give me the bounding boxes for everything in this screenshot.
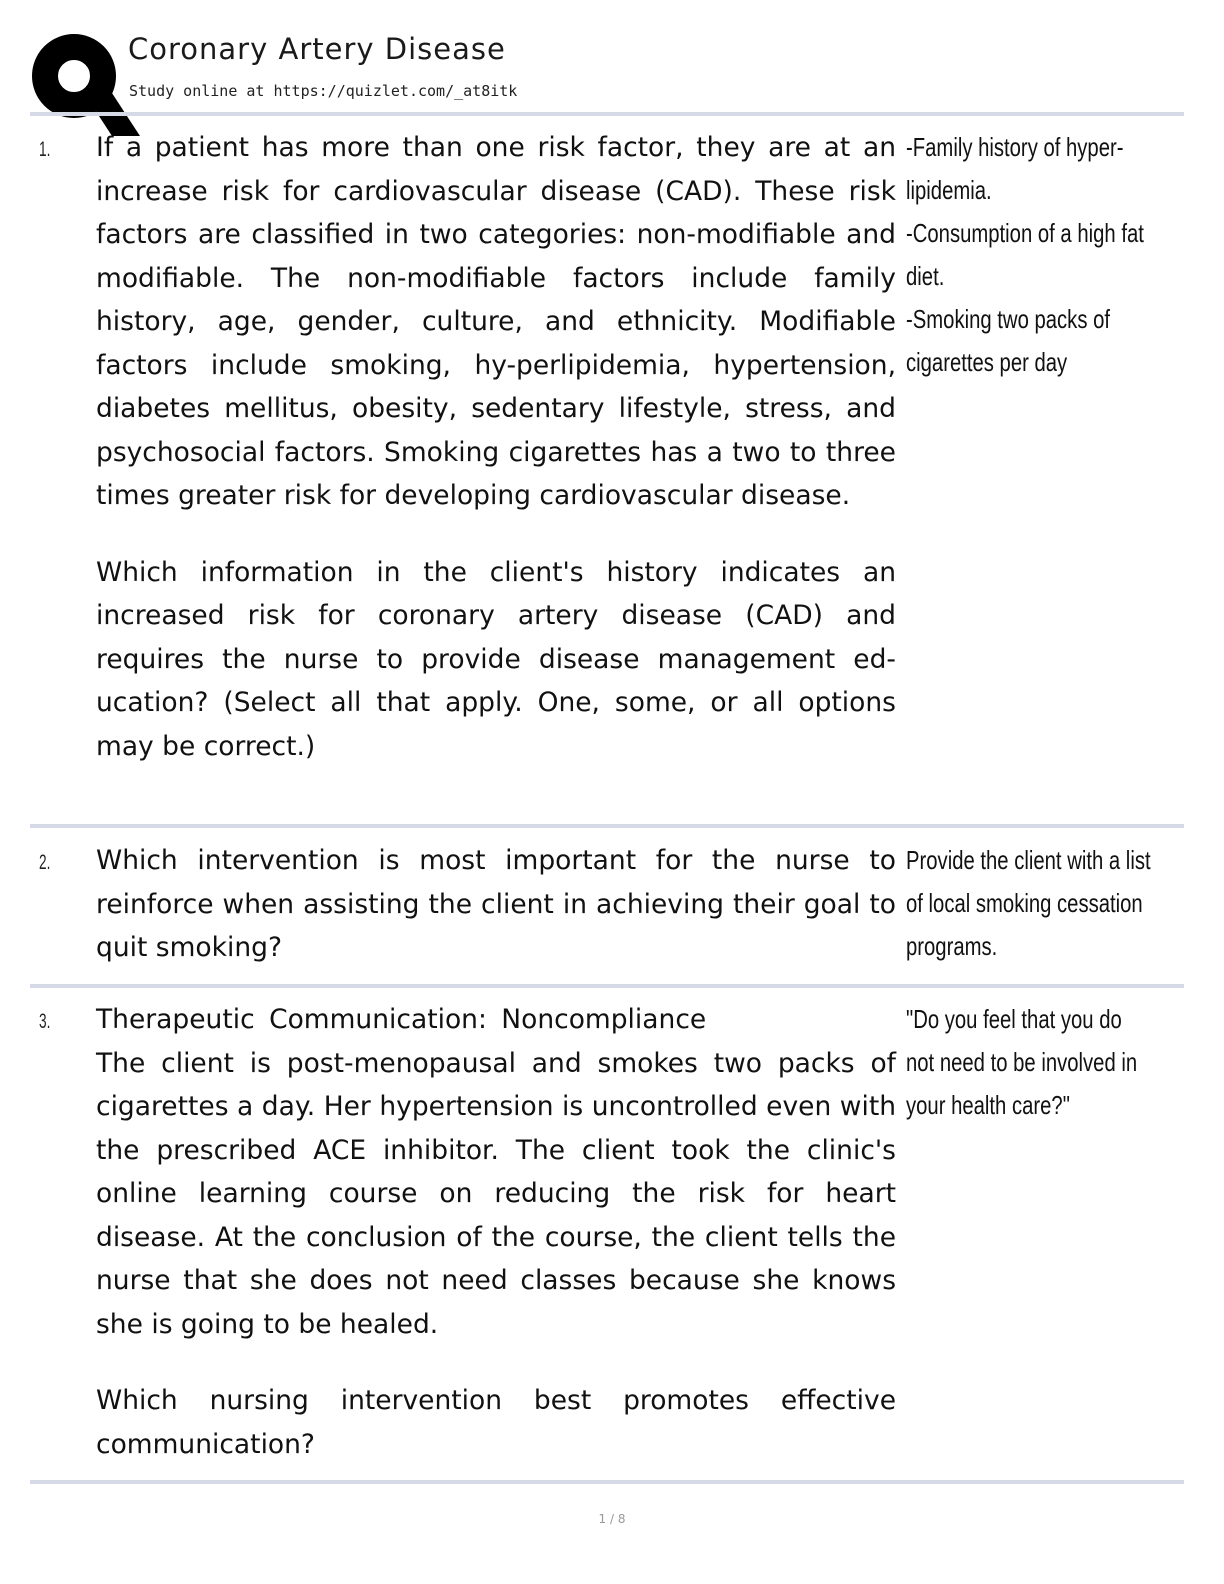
answer-line: programs.	[906, 931, 998, 961]
card-number: 2.	[39, 851, 51, 874]
card-question	[96, 998, 896, 1466]
flashcard-1	[30, 126, 1184, 820]
card-number: 3.	[39, 1010, 51, 1033]
answer-line: "Do you feel that you do	[906, 1004, 1122, 1034]
card-divider	[30, 824, 1184, 828]
card-divider	[30, 1480, 1184, 1484]
question-heading: Therapeutic Communication: Noncompliance	[96, 1004, 707, 1035]
answer-line: cigarettes per day	[906, 347, 1068, 377]
card-question	[96, 839, 896, 970]
answer-line: of local smoking cessation	[906, 888, 1143, 918]
study-link[interactable]: Study online at https://quizlet.com/_at8itk	[129, 82, 518, 100]
page-number: 1 / 8	[598, 1512, 626, 1526]
card-question	[96, 126, 896, 768]
answer-line: diet.	[906, 261, 945, 291]
page-header	[30, 28, 1184, 112]
answer-line: -Family history of hyper-	[906, 132, 1124, 162]
quizlet-logo-icon	[32, 32, 140, 136]
card-answer	[906, 126, 1196, 384]
answer-line: not need to be involved in	[906, 1047, 1138, 1077]
question-paragraph: The client is post-menopausal and smokes two packs of cigarettes a day. Her hypertension is uncontrolled even with the prescribed ACE inhibitor. The client took the clinic's online learning course on reducing the risk for heart disease. At the conclusion of the course, the client tells the nurse that she does not need classes because she knows she is going to be healed.	[96, 1047, 896, 1340]
header-divider	[30, 112, 1184, 116]
answer-line: -Smoking two packs of	[906, 304, 1111, 334]
answer-line: your health care?"	[906, 1090, 1070, 1120]
card-answer	[906, 839, 1196, 968]
answer-line: -Consumption of a high fat	[906, 218, 1144, 248]
flashcard-3	[30, 998, 1184, 1474]
answer-line: Provide the client with a list	[906, 845, 1151, 875]
card-number: 1.	[39, 138, 51, 161]
card-divider	[30, 984, 1184, 988]
flashcard-2	[30, 839, 1184, 979]
question-paragraph: Which information in the client's history indicates an increased risk for coronary artery disease (CAD) and requires the nurse to provide disease management ed-ucation? (Select all that apply. One, some, or all options may be correct.)	[96, 556, 896, 762]
question-paragraph: If a patient has more than one risk factor, they are at an increase risk for cardiovascular disease (CAD). These risk factors are classified in two categories: non-modifiable and modifiable. The non-modifiable factors include family history, age, gender, culture, and ethnicity. Modifiable factors include smoking, hy-perlipidemia, hypertension, diabetes mellitus, obesity, sedentary lifestyle, stress, and psychosocial factors. Smoking cigarettes has a two to three times greater risk for developing cardiovascular disease.	[96, 132, 896, 511]
question-paragraph: Which nursing intervention best promotes effective communication?	[96, 1385, 896, 1460]
question-paragraph: Which intervention is most important for the nurse to reinforce when assisting the client in achieving their goal to quit smoking?	[96, 845, 896, 963]
page-title: Coronary Artery Disease	[128, 32, 506, 66]
answer-line: lipidemia.	[906, 175, 992, 205]
card-answer	[906, 998, 1196, 1127]
